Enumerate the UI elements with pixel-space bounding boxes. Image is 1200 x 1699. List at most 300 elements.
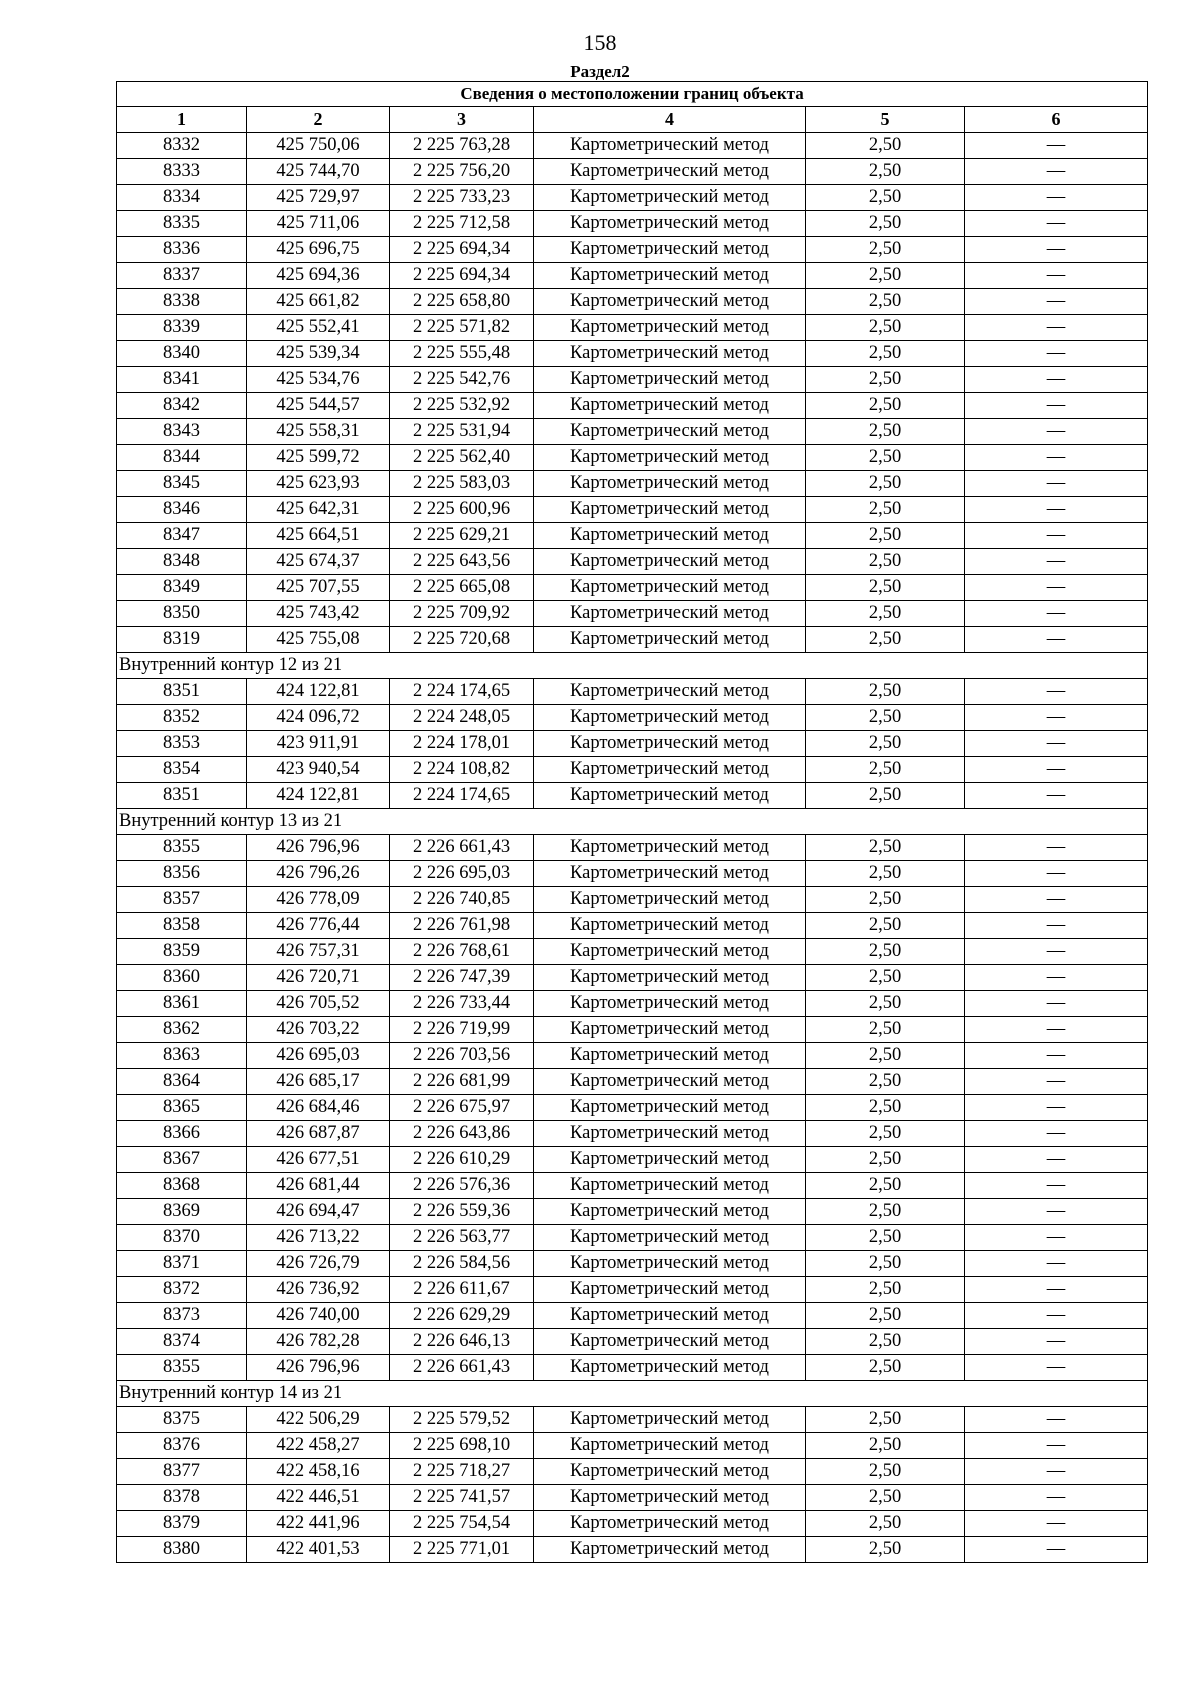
accuracy-cell: 2,50: [806, 315, 965, 341]
section-title: Раздел2: [570, 62, 630, 81]
accuracy-cell: 2,50: [806, 289, 965, 315]
point-number-cell: 8376: [117, 1433, 247, 1459]
table-row: [117, 1251, 1148, 1277]
point-number-cell: 8363: [117, 1043, 247, 1069]
method-cell: Картометрический метод: [534, 1017, 806, 1043]
point-number-cell: 8353: [117, 731, 247, 757]
method-cell: Картометрический метод: [534, 341, 806, 367]
table-row: [117, 471, 1148, 497]
method-cell: Картометрический метод: [534, 133, 806, 159]
y-coordinate-cell: 2 225 562,40: [390, 445, 534, 471]
accuracy-cell: 2,50: [806, 1433, 965, 1459]
point-number-cell: 8335: [117, 211, 247, 237]
table-row: [117, 1225, 1148, 1251]
accuracy-cell: 2,50: [806, 471, 965, 497]
x-coordinate-cell: 425 729,97: [247, 185, 390, 211]
accuracy-cell: 2,50: [806, 1069, 965, 1095]
point-number-cell: 8358: [117, 913, 247, 939]
accuracy-cell: 2,50: [806, 549, 965, 575]
table-row: [117, 159, 1148, 185]
y-coordinate-cell: 2 225 694,34: [390, 237, 534, 263]
point-number-cell: 8364: [117, 1069, 247, 1095]
point-number-cell: 8362: [117, 1017, 247, 1043]
y-coordinate-cell: 2 226 719,99: [390, 1017, 534, 1043]
accuracy-cell: 2,50: [806, 367, 965, 393]
table-row: [117, 1121, 1148, 1147]
accuracy-cell: 2,50: [806, 1173, 965, 1199]
x-coordinate-cell: 423 911,91: [247, 731, 390, 757]
note-cell: —: [965, 471, 1148, 497]
x-coordinate-cell: 425 642,31: [247, 497, 390, 523]
note-cell: —: [965, 1095, 1148, 1121]
table-row: [117, 393, 1148, 419]
table-row: [117, 1485, 1148, 1511]
table-body: [117, 133, 1148, 1563]
method-cell: Картометрический метод: [534, 705, 806, 731]
x-coordinate-cell: 424 096,72: [247, 705, 390, 731]
note-cell: —: [965, 965, 1148, 991]
table-row: [117, 1277, 1148, 1303]
x-coordinate-cell: 426 687,87: [247, 1121, 390, 1147]
table-row: [117, 1329, 1148, 1355]
note-cell: —: [965, 705, 1148, 731]
accuracy-cell: 2,50: [806, 497, 965, 523]
method-cell: Картометрический метод: [534, 315, 806, 341]
y-coordinate-cell: 2 226 768,61: [390, 939, 534, 965]
note-cell: —: [965, 731, 1148, 757]
x-coordinate-cell: 425 744,70: [247, 159, 390, 185]
note-cell: —: [965, 991, 1148, 1017]
x-coordinate-cell: 426 778,09: [247, 887, 390, 913]
table-row: [117, 133, 1148, 159]
note-cell: —: [965, 575, 1148, 601]
y-coordinate-cell: 2 225 658,80: [390, 289, 534, 315]
point-number-cell: 8360: [117, 965, 247, 991]
method-cell: Картометрический метод: [534, 1329, 806, 1355]
x-coordinate-cell: 425 694,36: [247, 263, 390, 289]
method-cell: Картометрический метод: [534, 1043, 806, 1069]
point-number-cell: 8342: [117, 393, 247, 419]
y-coordinate-cell: 2 226 576,36: [390, 1173, 534, 1199]
y-coordinate-cell: 2 225 718,27: [390, 1459, 534, 1485]
x-coordinate-cell: 426 736,92: [247, 1277, 390, 1303]
x-coordinate-cell: 425 552,41: [247, 315, 390, 341]
table-row: [117, 1537, 1148, 1563]
table-row: [117, 1043, 1148, 1069]
method-cell: Картометрический метод: [534, 887, 806, 913]
accuracy-cell: 2,50: [806, 1251, 965, 1277]
y-coordinate-cell: 2 226 584,56: [390, 1251, 534, 1277]
x-coordinate-cell: 425 558,31: [247, 419, 390, 445]
table-row: [117, 991, 1148, 1017]
x-coordinate-cell: 426 796,26: [247, 861, 390, 887]
note-cell: —: [965, 783, 1148, 809]
contour-label: Внутренний контур 12 из 21: [117, 653, 1148, 679]
table-row: [117, 575, 1148, 601]
point-number-cell: 8378: [117, 1485, 247, 1511]
point-number-cell: 8379: [117, 1511, 247, 1537]
method-cell: Картометрический метод: [534, 757, 806, 783]
note-cell: —: [965, 1173, 1148, 1199]
x-coordinate-cell: 426 677,51: [247, 1147, 390, 1173]
note-cell: —: [965, 445, 1148, 471]
point-number-cell: 8365: [117, 1095, 247, 1121]
table-row: [117, 1173, 1148, 1199]
note-cell: —: [965, 757, 1148, 783]
table-row: [117, 1199, 1148, 1225]
table-row: [117, 549, 1148, 575]
x-coordinate-cell: 425 743,42: [247, 601, 390, 627]
note-cell: —: [965, 341, 1148, 367]
table-row: [117, 419, 1148, 445]
note-cell: —: [965, 1355, 1148, 1381]
x-coordinate-cell: 426 705,52: [247, 991, 390, 1017]
table-row: [117, 211, 1148, 237]
point-number-cell: 8340: [117, 341, 247, 367]
y-coordinate-cell: 2 226 703,56: [390, 1043, 534, 1069]
y-coordinate-cell: 2 224 174,65: [390, 679, 534, 705]
y-coordinate-cell: 2 225 754,54: [390, 1511, 534, 1537]
y-coordinate-cell: 2 226 747,39: [390, 965, 534, 991]
table-row: [117, 1147, 1148, 1173]
note-cell: —: [965, 419, 1148, 445]
column-header: 4: [534, 107, 806, 133]
note-cell: —: [965, 861, 1148, 887]
y-coordinate-cell: 2 225 720,68: [390, 627, 534, 653]
contour-label: Внутренний контур 13 из 21: [117, 809, 1148, 835]
point-number-cell: 8355: [117, 835, 247, 861]
accuracy-cell: 2,50: [806, 601, 965, 627]
y-coordinate-cell: 2 226 740,85: [390, 887, 534, 913]
table-caption-row: [117, 82, 1148, 107]
note-cell: —: [965, 601, 1148, 627]
accuracy-cell: 2,50: [806, 913, 965, 939]
method-cell: Картометрический метод: [534, 783, 806, 809]
y-coordinate-cell: 2 225 542,76: [390, 367, 534, 393]
x-coordinate-cell: 424 122,81: [247, 783, 390, 809]
method-cell: Картометрический метод: [534, 913, 806, 939]
x-coordinate-cell: 422 446,51: [247, 1485, 390, 1511]
accuracy-cell: 2,50: [806, 861, 965, 887]
point-number-cell: 8351: [117, 679, 247, 705]
y-coordinate-cell: 2 225 579,52: [390, 1407, 534, 1433]
accuracy-cell: 2,50: [806, 1043, 965, 1069]
point-number-cell: 8348: [117, 549, 247, 575]
y-coordinate-cell: 2 225 600,96: [390, 497, 534, 523]
table-row: [117, 705, 1148, 731]
note-cell: —: [965, 549, 1148, 575]
point-number-cell: 8319: [117, 627, 247, 653]
point-number-cell: 8380: [117, 1537, 247, 1563]
y-coordinate-cell: 2 225 555,48: [390, 341, 534, 367]
y-coordinate-cell: 2 226 661,43: [390, 835, 534, 861]
accuracy-cell: 2,50: [806, 159, 965, 185]
x-coordinate-cell: 425 696,75: [247, 237, 390, 263]
note-cell: —: [965, 887, 1148, 913]
table-row: [117, 835, 1148, 861]
point-number-cell: 8366: [117, 1121, 247, 1147]
note-cell: —: [965, 211, 1148, 237]
accuracy-cell: 2,50: [806, 835, 965, 861]
table-row: [117, 1069, 1148, 1095]
table-row: [117, 1459, 1148, 1485]
x-coordinate-cell: 425 750,06: [247, 133, 390, 159]
method-cell: Картометрический метод: [534, 939, 806, 965]
accuracy-cell: 2,50: [806, 445, 965, 471]
accuracy-cell: 2,50: [806, 1355, 965, 1381]
y-coordinate-cell: 2 225 756,20: [390, 159, 534, 185]
accuracy-cell: 2,50: [806, 731, 965, 757]
method-cell: Картометрический метод: [534, 861, 806, 887]
method-cell: Картометрический метод: [534, 575, 806, 601]
method-cell: Картометрический метод: [534, 523, 806, 549]
method-cell: Картометрический метод: [534, 1537, 806, 1563]
x-coordinate-cell: 425 674,37: [247, 549, 390, 575]
y-coordinate-cell: 2 226 661,43: [390, 1355, 534, 1381]
x-coordinate-cell: 425 623,93: [247, 471, 390, 497]
table-row: [117, 887, 1148, 913]
page-number: 158: [583, 30, 617, 55]
note-cell: —: [965, 1069, 1148, 1095]
y-coordinate-cell: 2 224 174,65: [390, 783, 534, 809]
column-header-row: [117, 107, 1148, 133]
y-coordinate-cell: 2 225 763,28: [390, 133, 534, 159]
point-number-cell: 8337: [117, 263, 247, 289]
column-header: 3: [390, 107, 534, 133]
y-coordinate-cell: 2 226 643,86: [390, 1121, 534, 1147]
accuracy-cell: 2,50: [806, 419, 965, 445]
method-cell: Картометрический метод: [534, 159, 806, 185]
note-cell: —: [965, 1043, 1148, 1069]
point-number-cell: 8375: [117, 1407, 247, 1433]
note-cell: —: [965, 939, 1148, 965]
table-row: [117, 315, 1148, 341]
y-coordinate-cell: 2 224 108,82: [390, 757, 534, 783]
point-number-cell: 8351: [117, 783, 247, 809]
y-coordinate-cell: 2 226 733,44: [390, 991, 534, 1017]
point-number-cell: 8359: [117, 939, 247, 965]
note-cell: —: [965, 367, 1148, 393]
column-header: 2: [247, 107, 390, 133]
point-number-cell: 8368: [117, 1173, 247, 1199]
accuracy-cell: 2,50: [806, 237, 965, 263]
accuracy-cell: 2,50: [806, 523, 965, 549]
point-number-cell: 8367: [117, 1147, 247, 1173]
point-number-cell: 8373: [117, 1303, 247, 1329]
table-row: [117, 523, 1148, 549]
point-number-cell: 8356: [117, 861, 247, 887]
note-cell: —: [965, 1225, 1148, 1251]
point-number-cell: 8355: [117, 1355, 247, 1381]
contour-header-row: [117, 809, 1148, 835]
point-number-cell: 8377: [117, 1459, 247, 1485]
table-row: [117, 627, 1148, 653]
accuracy-cell: 2,50: [806, 939, 965, 965]
x-coordinate-cell: 425 539,34: [247, 341, 390, 367]
y-coordinate-cell: 2 225 741,57: [390, 1485, 534, 1511]
point-number-cell: 8371: [117, 1251, 247, 1277]
contour-header-row: [117, 1381, 1148, 1407]
x-coordinate-cell: 426 685,17: [247, 1069, 390, 1095]
y-coordinate-cell: 2 225 771,01: [390, 1537, 534, 1563]
method-cell: Картометрический метод: [534, 627, 806, 653]
x-coordinate-cell: 426 726,79: [247, 1251, 390, 1277]
note-cell: —: [965, 159, 1148, 185]
accuracy-cell: 2,50: [806, 1121, 965, 1147]
x-coordinate-cell: 426 796,96: [247, 1355, 390, 1381]
y-coordinate-cell: 2 225 571,82: [390, 315, 534, 341]
x-coordinate-cell: 426 757,31: [247, 939, 390, 965]
method-cell: Картометрический метод: [534, 1069, 806, 1095]
method-cell: Картометрический метод: [534, 835, 806, 861]
method-cell: Картометрический метод: [534, 1251, 806, 1277]
table-row: [117, 731, 1148, 757]
note-cell: —: [965, 627, 1148, 653]
table-row: [117, 1433, 1148, 1459]
method-cell: Картометрический метод: [534, 1225, 806, 1251]
table-row: [117, 601, 1148, 627]
accuracy-cell: 2,50: [806, 185, 965, 211]
table-row: [117, 861, 1148, 887]
note-cell: —: [965, 1329, 1148, 1355]
x-coordinate-cell: 425 599,72: [247, 445, 390, 471]
y-coordinate-cell: 2 226 610,29: [390, 1147, 534, 1173]
accuracy-cell: 2,50: [806, 991, 965, 1017]
accuracy-cell: 2,50: [806, 1407, 965, 1433]
note-cell: —: [965, 679, 1148, 705]
point-number-cell: 8349: [117, 575, 247, 601]
method-cell: Картометрический метод: [534, 289, 806, 315]
table-row: [117, 1095, 1148, 1121]
x-coordinate-cell: 423 940,54: [247, 757, 390, 783]
note-cell: —: [965, 835, 1148, 861]
y-coordinate-cell: 2 225 709,92: [390, 601, 534, 627]
table-row: [117, 1407, 1148, 1433]
y-coordinate-cell: 2 225 698,10: [390, 1433, 534, 1459]
method-cell: Картометрический метод: [534, 991, 806, 1017]
contour-label: Внутренний контур 14 из 21: [117, 1381, 1148, 1407]
table-row: [117, 445, 1148, 471]
note-cell: —: [965, 393, 1148, 419]
table-row: [117, 783, 1148, 809]
method-cell: Картометрический метод: [534, 1433, 806, 1459]
accuracy-cell: 2,50: [806, 1537, 965, 1563]
x-coordinate-cell: 426 713,22: [247, 1225, 390, 1251]
note-cell: —: [965, 497, 1148, 523]
y-coordinate-cell: 2 226 611,67: [390, 1277, 534, 1303]
table-row: [117, 757, 1148, 783]
point-number-cell: 8352: [117, 705, 247, 731]
method-cell: Картометрический метод: [534, 471, 806, 497]
table-row: [117, 237, 1148, 263]
note-cell: —: [965, 913, 1148, 939]
y-coordinate-cell: 2 226 629,29: [390, 1303, 534, 1329]
accuracy-cell: 2,50: [806, 1017, 965, 1043]
method-cell: Картометрический метод: [534, 1511, 806, 1537]
point-number-cell: 8333: [117, 159, 247, 185]
point-number-cell: 8350: [117, 601, 247, 627]
table-row: [117, 341, 1148, 367]
accuracy-cell: 2,50: [806, 783, 965, 809]
x-coordinate-cell: 426 703,22: [247, 1017, 390, 1043]
point-number-cell: 8370: [117, 1225, 247, 1251]
table-caption: Сведения о местоположении границ объекта: [117, 82, 1148, 107]
contour-header-row: [117, 653, 1148, 679]
x-coordinate-cell: 422 458,27: [247, 1433, 390, 1459]
accuracy-cell: 2,50: [806, 627, 965, 653]
accuracy-cell: 2,50: [806, 1199, 965, 1225]
accuracy-cell: 2,50: [806, 887, 965, 913]
x-coordinate-cell: 425 707,55: [247, 575, 390, 601]
note-cell: —: [965, 1407, 1148, 1433]
note-cell: —: [965, 1537, 1148, 1563]
table-row: [117, 965, 1148, 991]
note-cell: —: [965, 1433, 1148, 1459]
method-cell: Картометрический метод: [534, 1173, 806, 1199]
accuracy-cell: 2,50: [806, 263, 965, 289]
point-number-cell: 8332: [117, 133, 247, 159]
note-cell: —: [965, 1121, 1148, 1147]
note-cell: —: [965, 289, 1148, 315]
method-cell: Картометрический метод: [534, 211, 806, 237]
method-cell: Картометрический метод: [534, 1095, 806, 1121]
point-number-cell: 8336: [117, 237, 247, 263]
point-number-cell: 8361: [117, 991, 247, 1017]
table-row: [117, 1017, 1148, 1043]
y-coordinate-cell: 2 226 646,13: [390, 1329, 534, 1355]
method-cell: Картометрический метод: [534, 601, 806, 627]
point-number-cell: 8339: [117, 315, 247, 341]
accuracy-cell: 2,50: [806, 1329, 965, 1355]
point-number-cell: 8346: [117, 497, 247, 523]
x-coordinate-cell: 426 740,00: [247, 1303, 390, 1329]
method-cell: Картометрический метод: [534, 1459, 806, 1485]
y-coordinate-cell: 2 226 761,98: [390, 913, 534, 939]
note-cell: —: [965, 1459, 1148, 1485]
x-coordinate-cell: 425 661,82: [247, 289, 390, 315]
point-number-cell: 8354: [117, 757, 247, 783]
y-coordinate-cell: 2 225 665,08: [390, 575, 534, 601]
table-row: [117, 1355, 1148, 1381]
note-cell: —: [965, 523, 1148, 549]
y-coordinate-cell: 2 225 712,58: [390, 211, 534, 237]
x-coordinate-cell: 426 796,96: [247, 835, 390, 861]
x-coordinate-cell: 425 711,06: [247, 211, 390, 237]
method-cell: Картометрический метод: [534, 731, 806, 757]
accuracy-cell: 2,50: [806, 1147, 965, 1173]
note-cell: —: [965, 1277, 1148, 1303]
point-number-cell: 8341: [117, 367, 247, 393]
y-coordinate-cell: 2 225 733,23: [390, 185, 534, 211]
table-row: [117, 497, 1148, 523]
note-cell: —: [965, 1251, 1148, 1277]
note-cell: —: [965, 1303, 1148, 1329]
y-coordinate-cell: 2 225 583,03: [390, 471, 534, 497]
x-coordinate-cell: 426 776,44: [247, 913, 390, 939]
accuracy-cell: 2,50: [806, 1485, 965, 1511]
accuracy-cell: 2,50: [806, 1459, 965, 1485]
note-cell: —: [965, 315, 1148, 341]
y-coordinate-cell: 2 226 559,36: [390, 1199, 534, 1225]
accuracy-cell: 2,50: [806, 133, 965, 159]
table-row: [117, 679, 1148, 705]
table-row: [117, 289, 1148, 315]
method-cell: Картометрический метод: [534, 1199, 806, 1225]
method-cell: Картометрический метод: [534, 1147, 806, 1173]
coordinates-table: [116, 81, 1148, 1563]
accuracy-cell: 2,50: [806, 705, 965, 731]
x-coordinate-cell: 426 684,46: [247, 1095, 390, 1121]
